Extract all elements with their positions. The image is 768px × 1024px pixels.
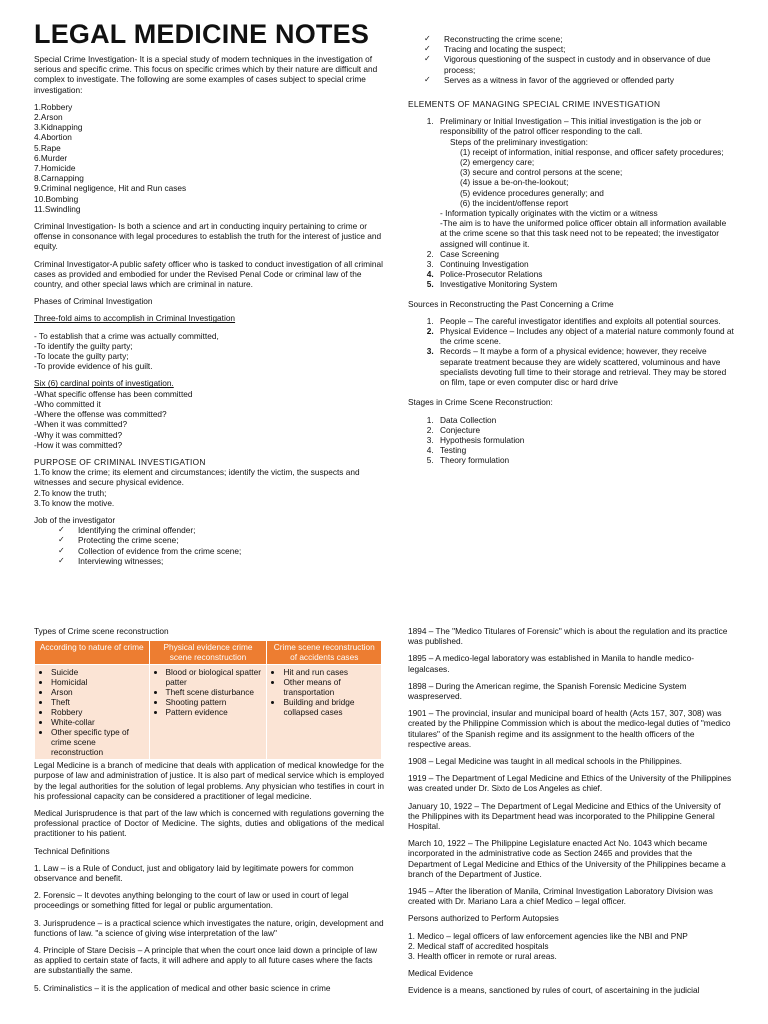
list-item: 6.Murder — [34, 152, 68, 163]
list-item: • Pattern evidence — [166, 707, 265, 717]
list-item: 2.Arson — [34, 112, 63, 123]
steps-heading: Steps of the preliminary investigation: — [450, 136, 588, 147]
list-item: • Suicide — [51, 667, 147, 677]
list-item: 3. Continuing Investigation — [436, 259, 734, 269]
threefold-aims-list — [34, 331, 384, 372]
history-item: March 10, 1922 – The Philippine Legislature enacted Act No. 1043 which became incorporated in the administrative code as Section 2465 and provides that the Department of Legal Medicine and Ethics of the University of the Philippines became a branch of the Department of Justice. — [408, 838, 726, 879]
autopsy-list — [408, 931, 734, 962]
list-item: -When it was committed? — [34, 419, 128, 430]
history-item: 1908 – Legal Medicine was taught in all medical schools in the Philippines. — [408, 756, 682, 767]
table-header: Crime scene reconstruction of accidents cases — [267, 641, 382, 665]
table-cell — [149, 665, 267, 760]
definition-item: 1. Law – is a Rule of Conduct, just and obligatory laid by legitimate powers for common observance and benefit. — [34, 862, 354, 884]
list-item: 2.To know the truth; — [34, 487, 107, 498]
history-item: 1894 – The "Medico Titulares of Forensic" which is about the regulation and its practice was published. — [408, 626, 728, 647]
aim-note: -The aim is to have the uniformed police officer obtain all information available at the crime scene so that this task need not to be repeated; the investigator assigned will continue it. — [440, 218, 727, 249]
autopsy-heading: Persons authorized to Perform Autopsies — [408, 913, 559, 924]
list-item: • Other specific type of crime scene reconstruction — [51, 727, 147, 757]
purpose-list — [34, 467, 384, 508]
list-item: 1.Robbery — [34, 101, 73, 112]
list-item: 1. Medico – legal officers of law enforcement agencies like the NBI and PNP — [408, 930, 688, 941]
list-item: 5. Theory formulation — [436, 455, 734, 465]
crime-examples-list — [34, 102, 384, 214]
definition-item: 2. Forensic – It devotes anything belonging to the court of law or used in court of legal proceedings or something fitted for legal or public argumentation. — [34, 890, 349, 911]
table-cell — [267, 665, 382, 760]
legal-medicine-paragraph: Legal Medicine is a branch of medicine that deals with application of medical knowledge for the purpose of law and administration of justice. It is also part of medical service which is employed by the legal authorities for the solution of legal problems. Any physician who testifies in court in his professional capacity can be considered a practitioner of legal medicine. — [34, 760, 384, 801]
table-header: According to nature of crime — [35, 641, 150, 665]
list-item: • Blood or biological spatter patter — [166, 667, 265, 687]
elements-heading: ELEMENTS OF MANAGING SPECIAL CRIME INVESTIGATION — [408, 99, 661, 110]
list-item: (5) evidence procedures generally; and — [460, 187, 604, 198]
check-item: ✓ Collection of evidence from the crime scene; — [58, 546, 384, 556]
history-item: January 10, 1922 – The Department of Legal Medicine and Ethics of the University of the Philippines with its Department head was incorporated to the Philippine General Hospital. — [408, 800, 721, 832]
table-cell — [35, 665, 150, 760]
column-top-left — [34, 54, 384, 566]
purpose-heading: PURPOSE OF CRIMINAL INVESTIGATION — [34, 456, 206, 467]
sources-heading: Sources in Reconstructing the Past Concerning a Crime — [408, 298, 614, 309]
check-item: ✓ Interviewing witnesses; — [58, 556, 384, 566]
list-item: 2. Physical Evidence – Includes any object of a material nature commonly found at the crime scene. — [436, 326, 734, 346]
list-item: 4.Abortion — [34, 132, 72, 143]
special-crime-investigation-paragraph: Special Crime Investigation- It is a special study of modern techniques in the investigation of serious and specific crime. This focus on specific crimes which by their nature are difficult and complex to investigate. The following are some examples of cases subject to special crime investigation: — [34, 54, 378, 95]
list-item: 3.Kidnapping — [34, 122, 83, 133]
info-note: - Information typically originates with the victim or a witness — [440, 208, 658, 219]
list-item: • White-collar — [51, 717, 147, 727]
check-item: ✓ Tracing and locating the suspect; — [424, 44, 734, 54]
job-checklist — [34, 525, 384, 566]
list-item: 10.Bombing — [34, 193, 79, 204]
column-top-right — [408, 34, 734, 472]
definition-item: 4. Principle of Stare Decisis – A principle that when the court once laid down a principle of law as applied to certain state of facts, it will adhere and apply to all future cases where the facts are substantially the same. — [34, 945, 378, 976]
list-item: 3. Health officer in remote or rural areas. — [408, 951, 557, 962]
list-item: (2) emergency care; — [460, 157, 535, 168]
history-item: 1945 – After the liberation of Manila, Criminal Investigation Laboratory Division was created with Dr. Mariano Lara a chief Medico – legal officer. — [408, 886, 713, 907]
technical-definitions-heading: Technical Definitions — [34, 845, 110, 856]
reconstruction-types-table — [34, 640, 382, 760]
phases-heading: Phases of Criminal Investigation — [34, 296, 153, 307]
column-bottom-left — [34, 626, 384, 1000]
list-item: 8.Carnapping — [34, 173, 84, 184]
check-item: ✓ Serves as a witness in favor of the aggrieved or offended party — [424, 75, 734, 85]
list-item: 2. Conjecture — [436, 425, 734, 435]
list-item: 3. Records – It maybe a form of a physical evidence; however, they receive separate treatment because they are widely scattered, voluminous and have specialists devoting full time to their storage and retrieval. They may be stored on film, tape or even computer disc or hard drive — [436, 346, 734, 387]
steps-list — [440, 147, 734, 208]
stages-heading: Stages in Crime Scene Reconstruction: — [408, 397, 553, 408]
definition-item: 3. Jurisprudence – is a practical science which investigates the nature, origin, development and functions of law. "a science of giving wise interpretation of the law" — [34, 917, 384, 938]
list-item — [436, 116, 734, 249]
list-item: (4) issue a be-on-the-lookout; — [460, 177, 569, 188]
list-item: -To provide evidence of his guilt. — [34, 361, 153, 372]
list-item: -What specific offense has been committed — [34, 388, 193, 399]
medical-evidence-heading: Medical Evidence — [408, 968, 474, 979]
investigator-checklist — [408, 34, 734, 85]
criminal-investigator-paragraph: Criminal Investigator-A public safety officer who is tasked to conduct investigation of all criminal cases as provided and embodied for under the Revised Penal Code or criminal law of the country, and other special laws which are criminal in nature. — [34, 258, 383, 290]
list-item: 1. Data Collection — [436, 415, 734, 425]
list-item: • Shooting pattern — [166, 697, 265, 707]
history-item: 1901 – The provincial, insular and municipal board of health (Acts 157, 307, 308) was created by the Philippine Commission which is about the medico-legal duties of "medico titulares" of the Spanish regime and its assignment to the health officers of the respective areas. — [408, 708, 731, 749]
page-title: LEGAL MEDICINE NOTES — [34, 19, 370, 49]
list-item: 5. Investigative Monitoring System — [436, 279, 734, 289]
sources-list — [408, 316, 734, 387]
list-item: -Where the offense was committed? — [34, 409, 167, 420]
list-item: - To establish that a crime was actually committed, — [34, 330, 219, 341]
check-item: ✓ Identifying the criminal offender; — [58, 525, 384, 535]
threefold-aims-heading: Three-fold aims to accomplish in Criminal Investigation — [34, 313, 236, 324]
table-header-row — [35, 641, 382, 665]
check-item: ✓ Protecting the crime scene; — [58, 535, 384, 545]
list-item: 5.Rape — [34, 142, 61, 153]
types-heading: Types of Crime scene reconstruction — [34, 626, 169, 636]
list-item: (1) receipt of information, initial response, and officer safety procedures; — [460, 146, 724, 157]
check-item: ✓ Reconstructing the crime scene; — [424, 34, 734, 44]
list-item: -Why it was committed? — [34, 429, 123, 440]
list-item: • Hit and run cases — [283, 667, 379, 677]
list-item: 1. People – The careful investigator identifies and exploits all potential sources. — [436, 316, 734, 326]
list-item: (3) secure and control persons at the scene; — [460, 167, 623, 178]
list-item: 3.To know the motive. — [34, 497, 115, 508]
list-item: 11.Swindling — [34, 203, 81, 214]
list-item: 2. Case Screening — [436, 249, 734, 259]
history-item: 1895 – A medico-legal laboratory was established in Manila to handle medico-legalcases. — [408, 653, 694, 674]
stages-list — [408, 415, 734, 466]
list-item: • Theft scene disturbance — [166, 687, 265, 697]
column-bottom-right — [408, 626, 734, 1003]
list-item: -Who committed it — [34, 398, 101, 409]
medical-jurisprudence-paragraph: Medical Jurisprudence is that part of the law which is concerned with regulations governing the professional practice of Doctor of Medicine. The sights, duties and obligations of the medical practitioner to his patient. — [34, 808, 384, 839]
list-item: 1.To know the crime; its element and circumstances; identify the victim, the suspects and witnesses and secure physical evidence. — [34, 467, 360, 488]
elements-list — [408, 116, 734, 289]
list-item: • Theft — [51, 697, 147, 707]
history-item: 1898 – During the American regime, the Spanish Forensic Medicine System waspreserved. — [408, 680, 687, 702]
list-item: -To identify the guilty party; — [34, 340, 133, 351]
table-header: Physical evidence crime scene reconstruction — [149, 641, 267, 665]
list-item: -To locate the guilty party; — [34, 351, 129, 362]
evidence-definition: Evidence is a means, sanctioned by rules of court, of ascertaining in the judicial — [408, 985, 700, 996]
preliminary-investigation-text: Preliminary or Initial Investigation – This initial investigation is the job or responsibility of the patrol officer responding to the call. — [440, 116, 702, 137]
list-item: 3. Hypothesis formulation — [436, 435, 734, 445]
list-item: 2. Medical staff of accredited hospitals — [408, 940, 549, 951]
cardinal-points-heading: Six (6) cardinal points of investigation. — [34, 378, 174, 389]
list-item: 9.Criminal negligence, Hit and Run cases — [34, 183, 187, 194]
list-item: • Robbery — [51, 707, 147, 717]
list-item: • Arson — [51, 687, 147, 697]
definition-item: 5. Criminalistics – it is the application of medical and other basic science in crime — [34, 982, 331, 993]
list-item: • Homicidal — [51, 677, 147, 687]
list-item: -How it was committed? — [34, 439, 123, 450]
list-item: • Other means of transportation — [283, 677, 379, 697]
check-item: ✓ Vigorous questioning of the suspect in custody and in observance of due process; — [424, 54, 734, 74]
list-item: (6) the incident/offense report — [460, 197, 569, 208]
cardinal-points-list — [34, 389, 384, 450]
history-item: 1919 – The Department of Legal Medicine and Ethics of the University of the Philippines was created under Dr. Sixto de Los Angeles as chief. — [408, 773, 732, 794]
list-item: 4. Testing — [436, 445, 734, 455]
criminal-investigation-paragraph: Criminal Investigation- Is both a science and art in conducting inquiry pertaining to crime or offense in consonance with legal procedures to establish the truth for the interest of justice and equity. — [34, 221, 382, 252]
list-item: 4. Police-Prosecutor Relations — [436, 269, 734, 279]
list-item: 7.Homicide — [34, 163, 76, 174]
table-row — [35, 665, 382, 760]
job-heading: Job of the investigator — [34, 514, 116, 525]
list-item: • Building and bridge collapsed cases — [283, 697, 379, 717]
